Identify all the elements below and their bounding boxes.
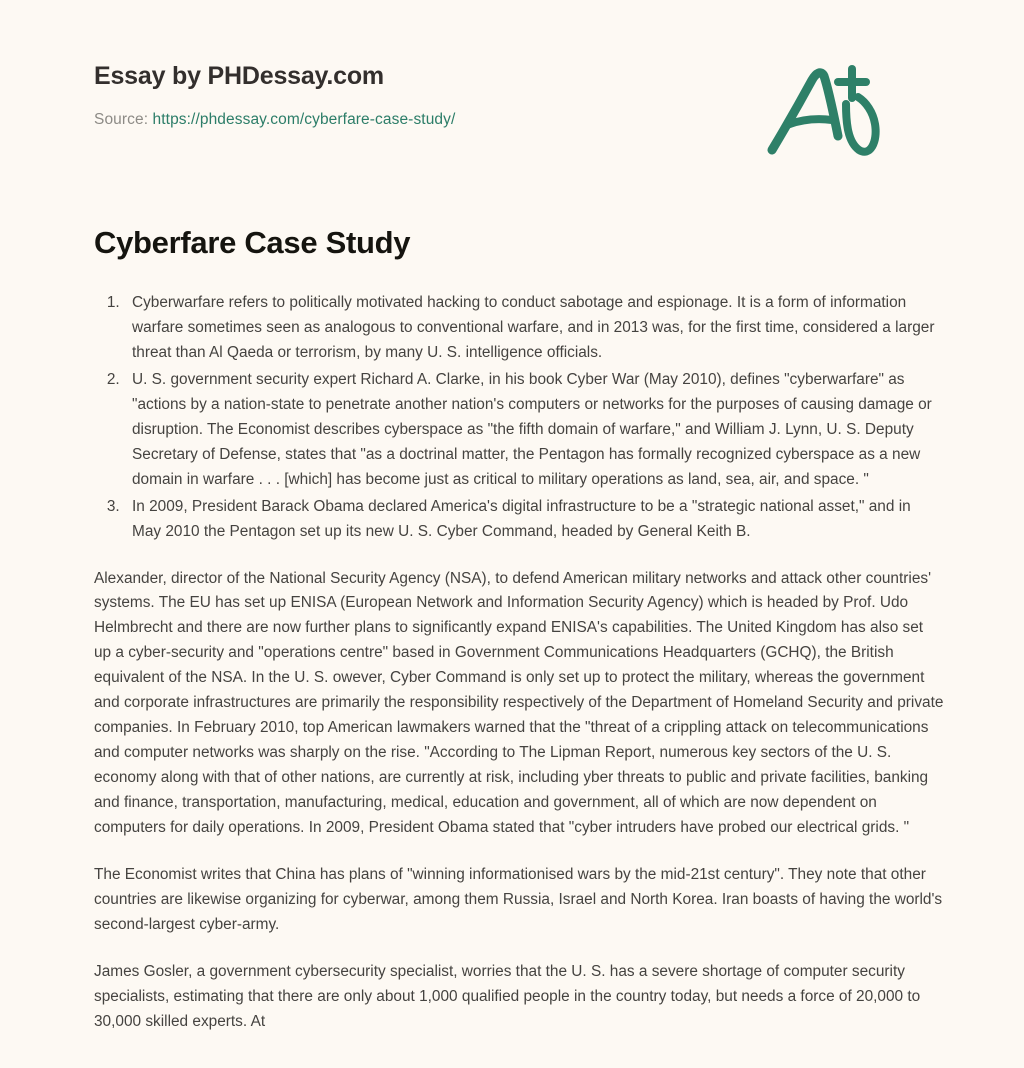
page-title: Cyberfare Case Study xyxy=(94,225,411,260)
list-item: 3. In 2009, President Barack Obama declared America's digital infrastructure to be a "strategic national asset," and in May 2010 the Pentagon set up its new U. S. Cyber Command, headed by General Keith B. xyxy=(124,495,944,545)
list-item: 2. U. S. government security expert Richard A. Clarke, in his book Cyber War (May 2010), defines "cyberwarfare" as "actions by a nation-state to penetrate another nation's computers or networks for the purposes of causing damage or disruption. The Economist describes cyberspace as "the fifth domain of warfare," and William J. Lynn, U. S. Deputy Secretary of Defense, states that "as a doctrinal matter, the Pentagon has formally recognized cyberspace as a new domain in warfare . . . [which] has become just as critical to military operations as land, sea, air, and space. " xyxy=(124,368,944,493)
body-paragraph: Alexander, director of the National Security Agency (NSA), to defend American military networks and attack other countries' systems. The EU has set up ENISA (European Network and Information Security Agency) which is headed by Prof. Udo Helmbrecht and there are now further plans to significantly expand ENISA's capabilities. The United Kingdom has also set up a cyber-security and "operations centre" based in Government Communications Headquarters (GCHQ), the British equivalent of the NSA. In the U. S. owever, Cyber Command is only set up to protect the military, whereas the government and corporate infrastructures are primarily the responsibility respectively of the Department of Homeland Security and private companies. In February 2010, top American lawmakers warned that the "threat of a crippling attack on telecommunications and computer networks was sharply on the rise. "According to The Lipman Report, numerous key sectors of the U. S. economy along with that of other nations, are currently at risk, including yber threats to public and private facilities, banking and finance, transportation, manufacturing, medical, education and government, all of which are now dependent on computers for daily operations. In 2009, President Obama stated that "cyber intruders have probed our electrical grids. " xyxy=(94,569,944,837)
article-body xyxy=(94,291,944,1035)
source-url-link[interactable]: https://phdessay.com/cyberfare-case-study/ xyxy=(152,111,456,128)
source-label: Source: xyxy=(94,111,149,128)
body-paragraph: The Economist writes that China has plans of "winning informationised wars by the mid-21st century". They note that other countries are likewise organizing for cyberwar, among them Russia, Israel and North Korea. Iran boasts of having the world's second-largest cyber-army. xyxy=(94,866,943,933)
numbered-fact-list xyxy=(94,291,944,545)
a-plus-glyph-icon xyxy=(754,58,894,168)
list-item: 1. Cyberwarfare refers to politically motivated hacking to conduct sabotage and espionage. It is a form of information warfare sometimes seen as analogous to conventional warfare, and in 2013 was, for the first time, considered a larger threat than Al Qaeda or terrorism, by many U. S. intelligence officials. xyxy=(124,291,944,366)
body-paragraph: James Gosler, a government cybersecurity specialist, worries that the U. S. has a severe shortage of computer security specialists, estimating that there are only about 1,000 qualified people in the country today, but needs a force of 20,000 to 30,000 skilled experts. At xyxy=(94,962,921,1030)
a-plus-grade-logo xyxy=(754,58,894,168)
page-header xyxy=(72,0,952,129)
brand-title: Essay by PHDessay.com xyxy=(94,62,384,90)
